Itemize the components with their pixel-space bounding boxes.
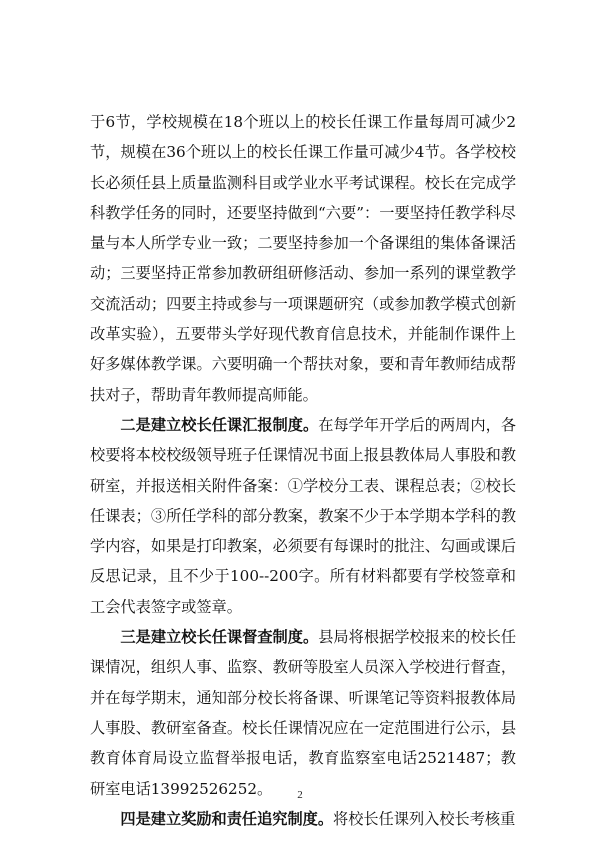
paragraph-2-heading: 二是建立校长任课汇报制度。 [120, 415, 319, 434]
page-number: 2 [297, 789, 303, 801]
paragraph-2 [90, 410, 516, 622]
paragraph-1 [90, 107, 516, 410]
paragraph-2-text: 在每学年开学后的两周内，各校要将本校校级领导班子任课情况书面上报县教体局人事股和教研室，并报送相关附件备案：①学校分工表、课程总表；②校长任课表；③所任学科的部分教案，教案不少于本学期本学科的教学内容，如果是打印教案，必须要有每课时的批注、勾画或课后反思记录，且不少于100--200字。所有材料都要有学校签章和工会代表签字或签章。 [90, 415, 517, 616]
paragraph-3 [90, 622, 516, 804]
body-text [90, 107, 516, 834]
paragraph-4-heading: 四是建立奖励和责任追究制度。 [120, 809, 334, 828]
paragraph-4-text: 将校长任课列入校长考核重 [333, 809, 516, 828]
paragraph-1-text: 于6节，学校规模在18个班以上的校长任课工作量每周可减少2节，规模在36个班以上的校长任课工作量可减少4节。各学校校长必须任县上质量监测科目或学业水平考试课程。校长在完成学科教学任务的同时，还要坚持做到“六要”：一要坚持任教学科尽量与本人所学专业一致；二要坚持参加一个备课组的集体备课活动；三要坚持正常参加教研组研修活动、参加一系列的课堂教学交流活动；四要主持或参与一项课题研究（或参加教学模式创新改革实验），五要带头学好现代教育信息技术，并能制作课件上好多媒体教学课。六要明确一个帮扶对象，要和青年教师结成帮扶对子，帮助青年教师提高师能。 [90, 113, 516, 404]
paragraph-4 [90, 804, 516, 834]
paragraph-3-text: 县局将根据学校报来的校长任课情况，组织人事、监察、教研等股室人员深入学校进行督查，并在每学期末，通知部分校长将备课、听课笔记等资料报教体局人事股、教研室备查。校长任课情况应在一定范围进行公示，县教育体育局设立监督举报电话，教育监察室电话2521487；教研室电话13992526252。 [90, 628, 517, 798]
paragraph-3-heading: 三是建立校长任课督查制度。 [120, 628, 319, 647]
